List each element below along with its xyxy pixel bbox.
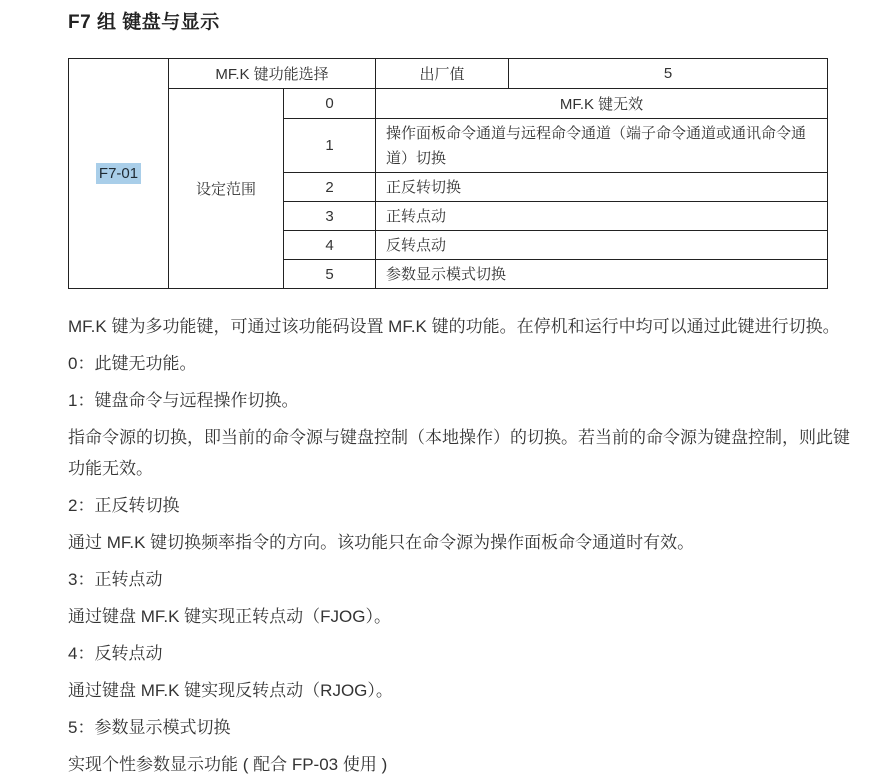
- paragraph: 4：反转点动: [68, 644, 163, 663]
- f7-01-selection: F7-01: [96, 163, 141, 184]
- table-row: [69, 59, 828, 89]
- option-value-cell: 5: [284, 260, 376, 289]
- function-code-table: [68, 58, 828, 289]
- option-value-cell: 3: [284, 202, 376, 231]
- option-desc-cell: MF.K 键无效: [376, 89, 828, 119]
- function-name-cell: MF.K 键功能选择: [169, 59, 376, 89]
- paragraph: 5：参数显示模式切换: [68, 718, 231, 737]
- option-value-cell: 2: [284, 173, 376, 202]
- paragraph: 2：正反转切换: [68, 496, 180, 515]
- option-desc-cell: 正反转切换: [376, 173, 828, 202]
- description-paragraphs: [68, 311, 850, 774]
- range-label-cell: 设定范围: [169, 89, 284, 289]
- paragraph: 指命令源的切换，即当前的命令源与键盘控制（本地操作）的切换。若当前的命令源为键盘控制，则此键功能无效。: [68, 428, 850, 478]
- option-desc-cell: 反转点动: [376, 231, 828, 260]
- option-value-cell: 4: [284, 231, 376, 260]
- table-row: [69, 89, 828, 119]
- paragraph: 实现个性参数显示功能 ( 配合 FP-03 使用 ): [68, 755, 388, 774]
- option-value-cell: 0: [284, 89, 376, 119]
- option-desc-cell: 正转点动: [376, 202, 828, 231]
- option-value-cell: 1: [284, 119, 376, 173]
- paragraph: 通过键盘 MF.K 键实现反转点动（RJOG）。: [68, 681, 393, 700]
- function-code-cell: [69, 59, 169, 289]
- page-title: F7 组 键盘与显示: [68, 12, 220, 33]
- option-desc-cell: 操作面板命令通道与远程命令通道（端子命令通道或通讯命令通道）切换: [376, 119, 828, 173]
- paragraph: 1：键盘命令与远程操作切换。: [68, 391, 299, 410]
- paragraph: 3：正转点动: [68, 570, 163, 589]
- factory-value-cell: 5: [509, 59, 828, 89]
- factory-value-label-cell: 出厂值: [376, 59, 509, 89]
- option-desc-cell: 参数显示模式切换: [376, 260, 828, 289]
- paragraph: 通过 MF.K 键切换频率指令的方向。该功能只在命令源为操作面板命令通道时有效。: [68, 533, 695, 552]
- paragraph: 通过键盘 MF.K 键实现正转点动（FJOG）。: [68, 607, 391, 626]
- paragraph: MF.K 键为多功能键，可通过该功能码设置 MF.K 键的功能。在停机和运行中均可以通过此键进行切换。: [68, 317, 840, 336]
- paragraph: 0：此键无功能。: [68, 354, 197, 373]
